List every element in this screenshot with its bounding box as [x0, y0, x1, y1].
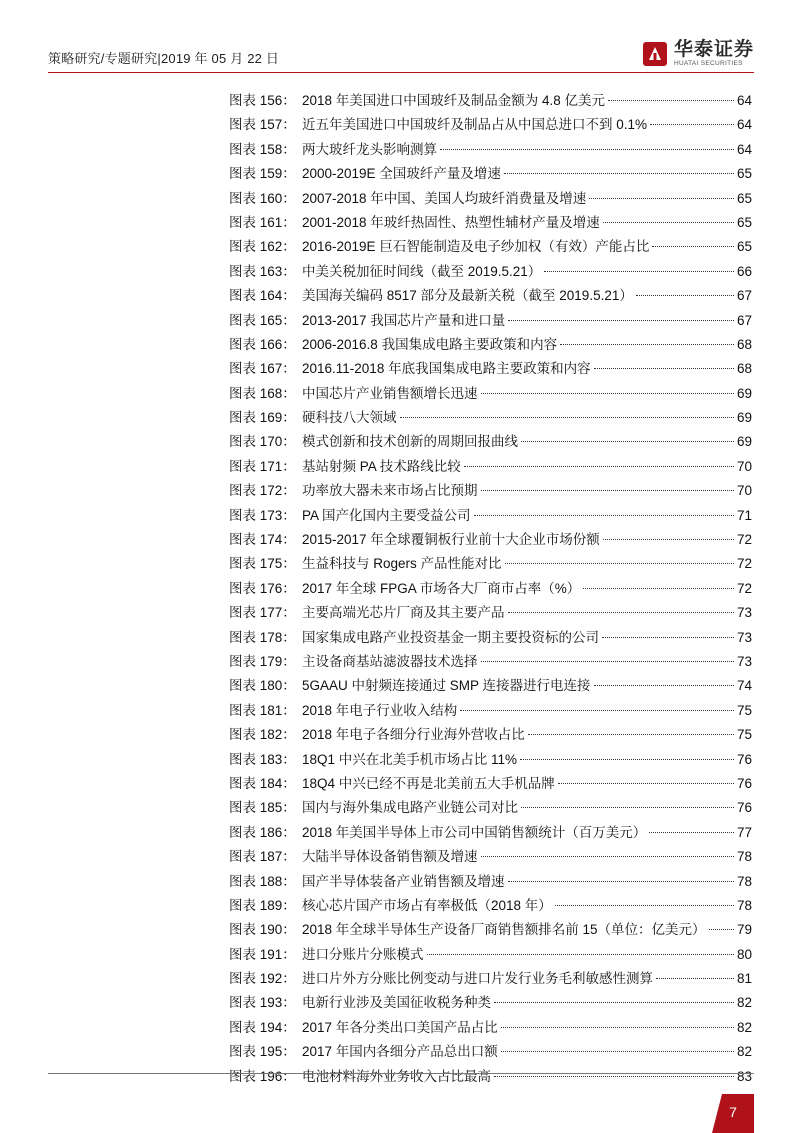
toc-entry-page: 69 [736, 385, 752, 401]
toc-entry-title: 电池材料海外业务收入占比最高 [302, 1068, 491, 1084]
toc-entry[interactable] [229, 504, 752, 528]
toc-leader-dots [481, 490, 734, 491]
toc-leader-dots [501, 1051, 734, 1052]
toc-entry-page: 72 [736, 532, 752, 548]
toc-entry[interactable] [229, 309, 752, 333]
footer-divider [48, 1073, 754, 1074]
toc-entry-label: 图表 183： [229, 751, 296, 767]
toc-entry-title: 2017 年各分类出口美国产品占比 [302, 1019, 498, 1035]
toc-entry[interactable] [229, 626, 752, 650]
toc-entry-page: 68 [736, 361, 752, 377]
toc-entry-title: 2017 年全球 FPGA 市场各大厂商市占率（%） [302, 580, 581, 596]
toc-entry-page: 67 [736, 312, 752, 328]
toc-entry-title: 2018 年美国进口中国玻纤及制品金额为 4.8 亿美元 [302, 93, 606, 108]
toc-entry-label: 图表 170： [229, 434, 296, 450]
toc-entry[interactable] [229, 382, 752, 406]
toc-entry-label: 图表 189： [229, 897, 296, 913]
toc-leader-dots [521, 441, 734, 442]
toc-entry-page: 78 [736, 897, 752, 913]
logo-chinese-name: 华泰证券 [673, 39, 754, 61]
toc-entry[interactable] [229, 870, 752, 894]
toc-leader-dots [501, 1027, 734, 1028]
toc-entry-page: 70 [736, 458, 752, 474]
toc-entry[interactable] [229, 138, 752, 162]
toc-leader-dots [508, 881, 734, 882]
toc-entry[interactable] [229, 577, 752, 601]
toc-entry-title: 2017 年国内各细分产品总出口额 [302, 1044, 498, 1060]
toc-entry-title: 大陆半导体设备销售额及增速 [302, 849, 478, 865]
toc-entry-title: 生益科技与 Rogers 产品性能对比 [302, 556, 502, 572]
toc-entry[interactable] [229, 1065, 752, 1089]
toc-entry-page: 67 [736, 288, 752, 304]
toc-entry-page: 66 [736, 263, 752, 279]
huatai-logo-icon [642, 41, 668, 67]
toc-entry-title: 主设备商基站滤波器技术选择 [302, 653, 478, 669]
toc-entry-label: 图表 194： [229, 1019, 296, 1035]
toc-entry-label: 图表 171： [229, 458, 296, 474]
toc-entry-page: 64 [736, 93, 752, 108]
toc-entry-page: 76 [736, 775, 752, 791]
toc-entry-page: 69 [736, 410, 752, 426]
toc-entry-page: 82 [736, 995, 752, 1011]
toc-entry[interactable] [229, 162, 752, 186]
toc-entry-title: 2013-2017 我国芯片产量和进口量 [302, 312, 506, 328]
header-divider [48, 72, 754, 73]
toc-entry-page: 75 [736, 702, 752, 718]
toc-entry[interactable] [229, 406, 752, 430]
toc-leader-dots [650, 124, 734, 125]
toc-leader-dots [602, 637, 734, 638]
header-breadcrumb: 策略研究/专题研究|2019 年 05 月 22 日 [48, 51, 280, 66]
toc-entry-title: PA 国产化国内主要受益公司 [302, 507, 471, 523]
toc-entry-title: 硬科技八大领域 [302, 410, 397, 426]
toc-entry-page: 82 [736, 1044, 752, 1060]
toc-entry-page: 71 [736, 507, 752, 523]
toc-entry[interactable] [229, 772, 752, 796]
toc-leader-dots [656, 978, 734, 979]
toc-leader-dots [508, 612, 734, 613]
toc-entry-title: 2007-2018 年中国、美国人均玻纤消费量及增速 [302, 190, 587, 206]
toc-entry-label: 图表 165： [229, 312, 296, 328]
toc-entry-label: 图表 172： [229, 483, 296, 499]
toc-entry-label: 图表 162： [229, 239, 296, 255]
toc-entry[interactable] [229, 943, 752, 967]
toc-entry-label: 图表 176： [229, 580, 296, 596]
toc-entry[interactable] [229, 967, 752, 991]
toc-entry-page: 68 [736, 336, 752, 352]
toc-entry[interactable] [229, 894, 752, 918]
toc-entry-label: 图表 193： [229, 995, 296, 1011]
toc-entry-label: 图表 188： [229, 873, 296, 889]
toc-entry[interactable] [229, 1040, 752, 1064]
toc-entry[interactable] [229, 650, 752, 674]
toc-entry-label: 图表 184： [229, 775, 296, 791]
toc-entry[interactable] [229, 748, 752, 772]
toc-entry-page: 72 [736, 556, 752, 572]
toc-entry-label: 图表 157： [229, 117, 296, 133]
toc-leader-dots [494, 1076, 734, 1077]
toc-entry[interactable] [229, 113, 752, 137]
toc-entry-title: 2016-2019E 巨石智能制造及电子纱加权（有效）产能占比 [302, 239, 650, 255]
toc-entry[interactable] [229, 455, 752, 479]
toc-entry-title: 2015-2017 年全球覆铜板行业前十大企业市场份额 [302, 532, 600, 548]
toc-entry-page: 79 [736, 922, 752, 938]
toc-entry-label: 图表 175： [229, 556, 296, 572]
toc-entry-title: 进口分账片分账模式 [302, 946, 424, 962]
page-header [48, 40, 754, 70]
toc-entry-page: 76 [736, 751, 752, 767]
toc-leader-dots [481, 661, 734, 662]
toc-entry-label: 图表 196： [229, 1068, 296, 1084]
toc-entry-page: 65 [736, 190, 752, 206]
toc-entry-label: 图表 182： [229, 727, 296, 743]
toc-entry[interactable] [229, 333, 752, 357]
toc-leader-dots [594, 368, 734, 369]
toc-entry[interactable] [229, 1016, 752, 1040]
toc-entry-label: 图表 181： [229, 702, 296, 718]
toc-entry-label: 图表 191： [229, 946, 296, 962]
toc-entry-title: 18Q4 中兴已经不再是北美前五大手机品牌 [302, 775, 555, 791]
toc-entry-page: 83 [736, 1068, 752, 1084]
toc-entry-label: 图表 187： [229, 849, 296, 865]
toc-entry-page: 74 [736, 678, 752, 694]
toc-entry[interactable] [229, 723, 752, 747]
toc-entry-title: 国内与海外集成电路产业链公司对比 [302, 800, 518, 816]
toc-entry-page: 64 [736, 141, 752, 157]
toc-leader-dots [505, 563, 734, 564]
toc-leader-dots [608, 100, 734, 101]
table-of-figures [229, 89, 752, 1084]
toc-entry-page: 76 [736, 800, 752, 816]
toc-entry-label: 图表 177： [229, 605, 296, 621]
toc-leader-dots [603, 539, 734, 540]
toc-leader-dots [603, 222, 734, 223]
toc-entry-label: 图表 159： [229, 166, 296, 182]
toc-entry-page: 65 [736, 166, 752, 182]
toc-entry-page: 69 [736, 434, 752, 450]
toc-entry-title: 美国海关编码 8517 部分及最新关税（截至 2019.5.21） [302, 288, 633, 304]
toc-leader-dots [440, 149, 734, 150]
toc-entry[interactable] [229, 552, 752, 576]
toc-leader-dots [481, 856, 734, 857]
toc-leader-dots [558, 783, 734, 784]
toc-entry-title: 中国芯片产业销售额增长迅速 [302, 385, 478, 401]
toc-entry-page: 73 [736, 629, 752, 645]
toc-entry[interactable] [229, 211, 752, 235]
toc-entry[interactable] [229, 918, 752, 942]
toc-entry-label: 图表 158： [229, 141, 296, 157]
toc-entry-label: 图表 185： [229, 800, 296, 816]
toc-entry-page: 80 [736, 946, 752, 962]
toc-entry[interactable] [229, 821, 752, 845]
toc-leader-dots [555, 905, 734, 906]
toc-leader-dots [649, 832, 734, 833]
toc-entry[interactable] [229, 674, 752, 698]
toc-entry-label: 图表 195： [229, 1044, 296, 1060]
toc-leader-dots [494, 1002, 734, 1003]
toc-entry-label: 图表 166： [229, 336, 296, 352]
toc-entry-title: 两大玻纤龙头影响测算 [302, 141, 437, 157]
toc-leader-dots [544, 271, 734, 272]
toc-entry-title: 中美关税加征时间线（截至 2019.5.21） [302, 263, 542, 279]
toc-leader-dots [508, 320, 734, 321]
toc-entry-page: 73 [736, 605, 752, 621]
toc-entry-title: 2000-2019E 全国玻纤产量及增速 [302, 166, 501, 182]
toc-leader-dots [589, 198, 734, 199]
toc-entry-page: 77 [736, 824, 752, 840]
toc-entry-label: 图表 180： [229, 678, 296, 694]
toc-entry[interactable] [229, 601, 752, 625]
toc-entry-title: 2006-2016.8 我国集成电路主要政策和内容 [302, 336, 558, 352]
toc-entry-page: 78 [736, 873, 752, 889]
toc-leader-dots [504, 173, 734, 174]
toc-entry-label: 图表 160： [229, 190, 296, 206]
toc-entry-label: 图表 161： [229, 214, 296, 230]
toc-entry-title: 5GAAU 中射频连接通过 SMP 连接器进行电连接 [302, 678, 591, 694]
toc-entry-label: 图表 190： [229, 922, 296, 938]
toc-entry-title: 国家集成电路产业投资基金一期主要投资标的公司 [302, 629, 599, 645]
toc-entry-title: 2018 年电子各细分行业海外营收占比 [302, 727, 525, 743]
toc-entry-page: 65 [736, 239, 752, 255]
toc-entry-page: 75 [736, 727, 752, 743]
toc-entry-title: 2018 年美国半导体上市公司中国销售额统计（百万美元） [302, 824, 647, 840]
toc-entry-label: 图表 192： [229, 971, 296, 987]
toc-entry-title: 2018 年电子行业收入结构 [302, 702, 458, 718]
toc-leader-dots [400, 417, 734, 418]
toc-entry-label: 图表 163： [229, 263, 296, 279]
toc-entry-page: 78 [736, 849, 752, 865]
toc-entry-title: 18Q1 中兴在北美手机市场占比 11% [302, 751, 518, 767]
toc-entry-label: 图表 179： [229, 653, 296, 669]
toc-leader-dots [594, 685, 734, 686]
toc-entry-page: 65 [736, 214, 752, 230]
toc-entry[interactable] [229, 699, 752, 723]
toc-leader-dots [481, 393, 734, 394]
toc-leader-dots [427, 954, 734, 955]
toc-entry[interactable] [229, 284, 752, 308]
toc-entry-label: 图表 168： [229, 385, 296, 401]
toc-entry-page: 81 [736, 971, 752, 987]
toc-leader-dots [560, 344, 734, 345]
logo-english-name: HUATAI SECURITIES [673, 60, 743, 68]
toc-leader-dots [636, 295, 734, 296]
toc-entry-title: 电新行业涉及美国征收税务种类 [302, 995, 491, 1011]
toc-entry[interactable] [229, 845, 752, 869]
toc-entry[interactable] [229, 479, 752, 503]
toc-entry-title: 功率放大器未来市场占比预期 [302, 483, 478, 499]
toc-entry-title: 主要高端光芯片厂商及其主要产品 [302, 605, 505, 621]
toc-entry-title: 基站射频 PA 技术路线比较 [302, 458, 461, 474]
toc-entry-title: 2018 年全球半导体生产设备厂商销售额排名前 15（单位：亿美元） [302, 922, 706, 938]
toc-entry-page: 64 [736, 117, 752, 133]
toc-entry-title: 2016.11-2018 年底我国集成电路主要政策和内容 [302, 361, 591, 377]
toc-entry-label: 图表 174： [229, 532, 296, 548]
toc-entry-title: 近五年美国进口中国玻纤及制品占从中国总进口不到 0.1% [302, 117, 648, 133]
toc-leader-dots [474, 515, 734, 516]
toc-entry-label: 图表 167： [229, 361, 296, 377]
toc-leader-dots [460, 710, 734, 711]
toc-leader-dots [709, 929, 734, 930]
toc-entry[interactable] [229, 260, 752, 284]
toc-entry-label: 图表 186： [229, 824, 296, 840]
toc-entry[interactable] [229, 187, 752, 211]
toc-entry-label: 图表 169： [229, 410, 296, 426]
toc-leader-dots [652, 246, 734, 247]
toc-entry-page: 82 [736, 1019, 752, 1035]
toc-entry-page: 70 [736, 483, 752, 499]
page-number: 7 [729, 1104, 737, 1120]
toc-entry-label: 图表 173： [229, 507, 296, 523]
toc-entry[interactable] [229, 528, 752, 552]
toc-leader-dots [528, 734, 734, 735]
toc-entry[interactable] [229, 357, 752, 381]
toc-entry-page: 73 [736, 653, 752, 669]
toc-leader-dots [520, 759, 734, 760]
toc-entry[interactable] [229, 991, 752, 1015]
toc-entry[interactable] [229, 796, 752, 820]
toc-entry-page: 72 [736, 580, 752, 596]
toc-entry-label: 图表 156： [229, 93, 296, 108]
toc-entry-title: 核心芯片国产市场占有率极低（2018 年） [302, 897, 552, 913]
toc-entry-title: 模式创新和技术创新的周期回报曲线 [302, 434, 518, 450]
toc-leader-dots [521, 807, 734, 808]
toc-leader-dots [583, 588, 734, 589]
toc-entry-title: 2001-2018 年玻纤热固性、热塑性辅材产量及增速 [302, 214, 600, 230]
toc-entry-label: 图表 164： [229, 288, 296, 304]
toc-entry-label: 图表 178： [229, 629, 296, 645]
toc-leader-dots [464, 466, 734, 467]
toc-entry-title: 国产半导体装备产业销售额及增速 [302, 873, 505, 889]
toc-entry-title: 进口片外方分账比例变动与进口片发行业务毛利敏感性测算 [302, 971, 653, 987]
toc-entry[interactable] [229, 89, 752, 113]
toc-entry[interactable] [229, 430, 752, 454]
toc-entry[interactable] [229, 235, 752, 259]
brand-logo [642, 40, 754, 68]
